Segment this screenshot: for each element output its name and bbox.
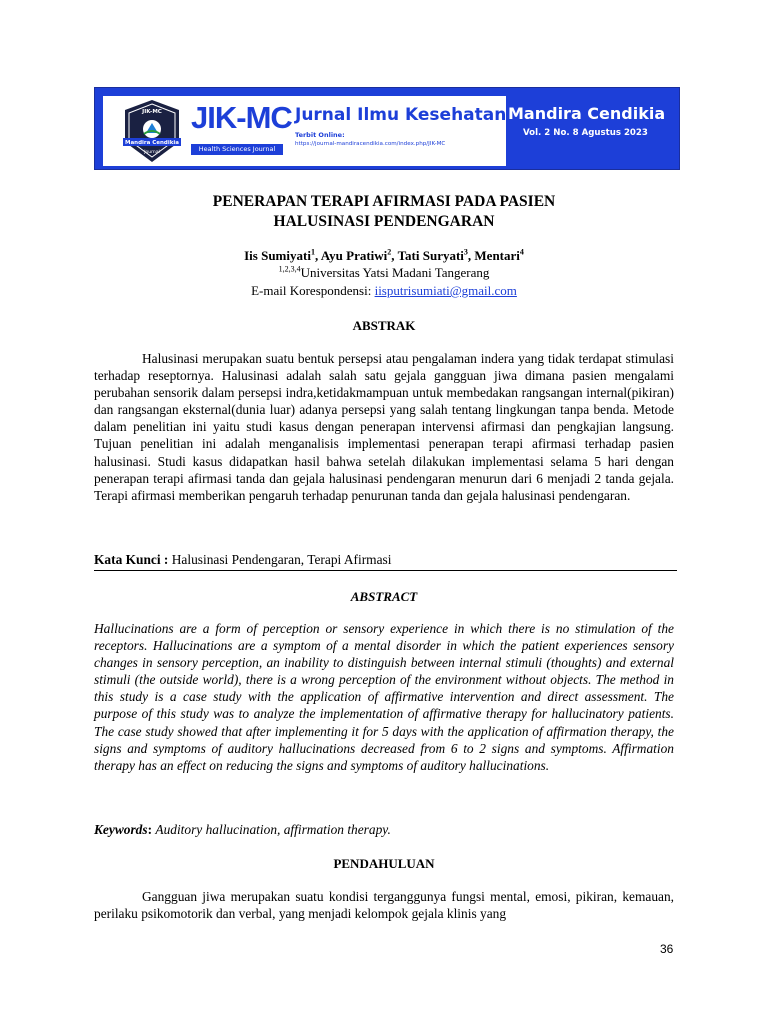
page-number: 36 — [660, 942, 674, 956]
author-sup: 1 — [310, 247, 315, 257]
section-divider — [94, 570, 677, 571]
author-sup: 4 — [519, 247, 524, 257]
author-name: Mentari — [474, 248, 520, 263]
pendahuluan-heading: PENDAHULUAN — [333, 856, 435, 871]
article-title-line2: HALUSINASI PENDENGARAN — [273, 213, 495, 230]
pendahuluan-body: Gangguan jiwa merupakan suatu kondisi terganggunya fungsi mental, emosi, pikiran, kemauan, perilaku psikomotorik dan verbal, yang menjadi kelompok gejala klinis yang — [94, 889, 674, 922]
author-name: Tati Suryati — [397, 248, 464, 263]
kata-kunci-label: Kata Kunci : — [94, 552, 172, 567]
email-link[interactable]: iisputrisumiati@gmail.com — [374, 283, 517, 298]
abstract-body: Hallucinations are a form of perception or sensory experience in which there is no stimulation of the receptors. Hallucinations are a symptom of a mental disorder in which the patient experiences sensory changes in sensory perception, an inability to distinguish between internal stimuli (thoughts) and external stimuli (the outside world), there is a wrong perception of the environment without objects. The method in this study is a case study with the application of affirmative intervention and direct assessment. The purpose of this study was to analyze the implementation of affirmative therapy for hallucinatory patients. The case study showed that after implementing it for 5 days with the application of affirmation therapy, the signs and symptoms of auditory hallucinations decreased from 6 to 2 signs and symptoms. Affirmation therapy has an effect on reducing the signs and symptoms of auditory hallucinations. — [94, 621, 674, 773]
author-sup: 3 — [463, 247, 468, 257]
author-name: Ayu Pratiwi — [320, 248, 388, 263]
author-sup: 2 — [387, 247, 392, 257]
logo-top-text: JIK-MC — [142, 109, 162, 115]
keywords — [94, 822, 391, 838]
affiliation — [94, 265, 674, 281]
keywords-text: Auditory hallucination, affirmation therapy. — [155, 822, 391, 837]
journal-acronym: JIK-MC — [191, 100, 292, 135]
volume-info: Vol. 2 No. 8 Agustus 2023 — [523, 128, 648, 138]
affiliation-text: Universitas Yatsi Madani Tangerang — [300, 265, 490, 280]
journal-subtitle: Health Sciences Journal — [191, 144, 283, 155]
abstract-heading: ABSTRACT — [350, 589, 418, 604]
article-title-line1: PENERAPAN TERAPI AFIRMASI PADA PASIEN — [212, 193, 556, 210]
author-name: Iis Sumiyati — [244, 248, 311, 263]
logo-ribbon-text: Mandira Cendikia — [124, 140, 180, 146]
keywords-label: Keywords — [94, 822, 148, 837]
abstrak-body: Halusinasi merupakan suatu bentuk persepsi atau pengalaman indera yang tidak terdapat stimulasi terhadap reseptornya. Halusinasi adalah salah satu gejala gangguan jiwa dimana pasien mengalami perubahan sensorik dalam persepsi indra,ketidakmampuan untuk membedakan rangsangan internal(pikiran) dan rangsangan eksternal(dunia luar) adanya persepsi yang salah tentang lingkungan tanpa benda. Metode dalam penelitian ini yaitu studi kasus dengan penerapan intervensi afirmasi dan pengkajian langsung. Tujuan penelitian ini adalah menganalisis implementasi penerapan terapi afirmasi terhadap pasien halusinasi. Studi kasus didapatkan hasil bahwa setelah dilakukan implementasi selama 5 hari dengan penerapan terapi afirmasi tanda dan gejala halusinasi pendengaran menurun dari 6 menjadi 2 tanda gejala. Terapi afirmasi memberikan pengaruh terhadap penurunan tanda dan gejala halusinasi pendengaran. — [94, 351, 674, 503]
publisher-name: Mandira Cendikia — [508, 104, 666, 123]
abstrak-heading: ABSTRAK — [352, 318, 416, 333]
author-list: Iis Sumiyati$^1$, Ayu Pratiwi$^2$, Tati Suryati$^3$, Mentari$^4$ — [244, 247, 524, 263]
journal-url[interactable]: https://journal-mandiracendikia.com/index.php/JIK-MC — [295, 141, 446, 147]
journal-name: Jurnal Ilmu Kesehatan — [295, 105, 507, 125]
keywords-colon: : — [147, 822, 156, 837]
journal-logo-icon — [117, 98, 187, 164]
affiliation-sup: 1,2,3,4 — [278, 264, 301, 274]
kata-kunci — [94, 552, 391, 568]
kata-kunci-text: Halusinasi Pendengaran, Terapi Afirmasi — [171, 552, 392, 567]
logo-bottom-text: Journal — [144, 150, 160, 155]
online-label: Terbit Online: — [295, 131, 345, 139]
correspondence — [94, 283, 674, 299]
email-label: E-mail Korespondensi: — [251, 283, 375, 298]
journal-banner — [94, 87, 680, 170]
